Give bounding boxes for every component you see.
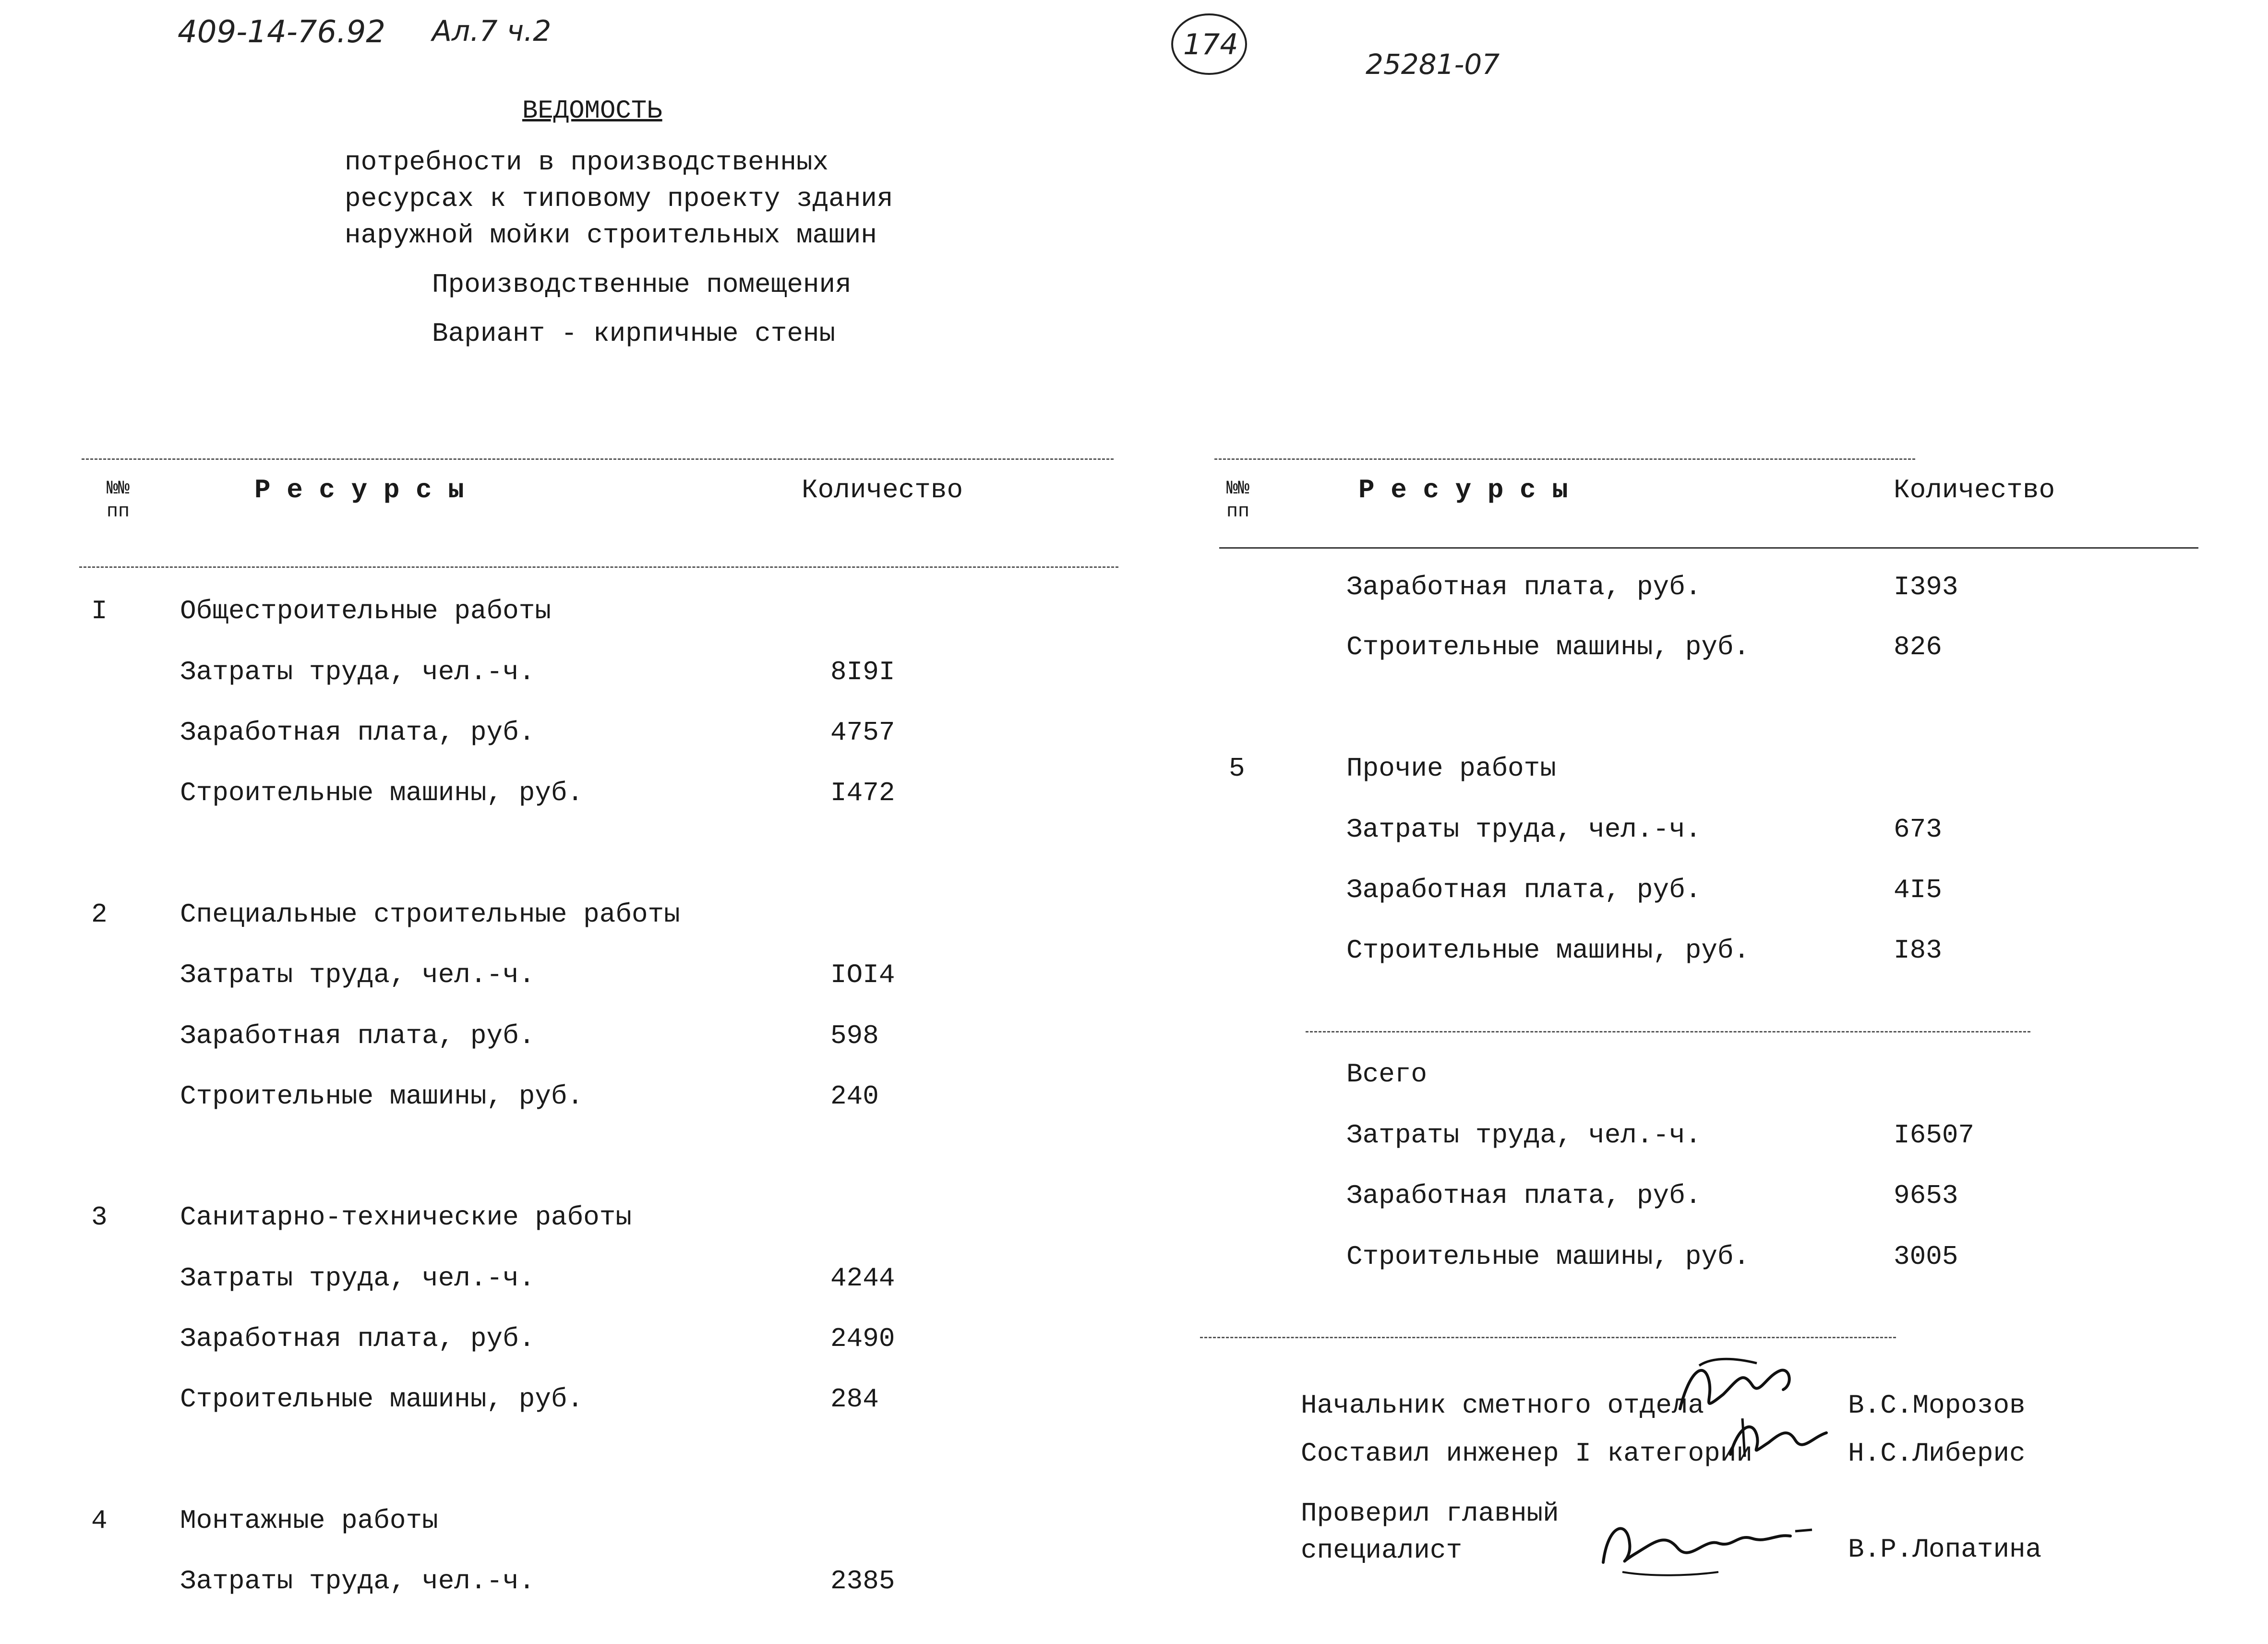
row-qty: 826: [1894, 632, 1942, 662]
row-num: I: [91, 596, 108, 626]
left-resources-header: Р е с у р с ы: [254, 475, 464, 505]
row-num: 2: [91, 899, 108, 930]
row-qty: I83: [1894, 935, 1942, 966]
page-number: 174: [1183, 28, 1238, 61]
row-name: Строительные машины, руб.: [1346, 632, 1750, 662]
signature-role-3-line1: Проверил главный: [1301, 1498, 1559, 1529]
row-name: Заработная плата, руб.: [180, 1323, 535, 1354]
signature-role-2: Составил инженер I категории: [1301, 1438, 1752, 1469]
signature-separator-rule: [1200, 1337, 1896, 1338]
num-header-line2: пп: [1226, 501, 1250, 523]
row-name: Строительные машины, руб.: [1346, 935, 1750, 966]
right-num-header: [1226, 478, 1249, 524]
right-table-top-rule: [1214, 458, 1915, 460]
row-name: Затраты труда, чел.-ч.: [180, 657, 535, 687]
left-header-bottom-rule: [79, 566, 1118, 568]
title-line-5: Вариант - кирпичные стены: [432, 318, 836, 349]
signature-name-2: Н.С.Либерис: [1848, 1438, 2026, 1469]
signature-name-1: В.С.Морозов: [1848, 1390, 2026, 1421]
left-num-header: [107, 478, 130, 524]
row-qty: 240: [830, 1081, 879, 1112]
title-line-3: наружной мойки строительных машин: [345, 220, 877, 251]
total-label: Всего: [1346, 1059, 1428, 1090]
signature-2-image: [1723, 1409, 1834, 1466]
row-qty: 3005: [1894, 1241, 1958, 1272]
row-name: Строительные машины, руб.: [180, 778, 584, 808]
row-name: Заработная плата, руб.: [180, 1020, 535, 1051]
row-qty: 9653: [1894, 1180, 1958, 1211]
row-qty: 598: [830, 1020, 879, 1051]
title-line-1: потребности в производственных: [345, 147, 829, 178]
signature-role-3-line2: специалист: [1301, 1535, 1463, 1566]
doc-heading: ВЕДОМОСТЬ: [522, 96, 662, 126]
total-separator-rule: [1306, 1031, 2030, 1032]
signature-3-image: [1594, 1505, 1819, 1582]
row-num: 4: [91, 1505, 108, 1536]
row-qty: 8I9I: [830, 657, 895, 687]
right-header-bottom-rule: [1219, 547, 2198, 549]
row-name: Монтажные работы: [180, 1505, 438, 1536]
row-qty: 284: [830, 1384, 879, 1415]
right-resources-header: Р е с у р с ы: [1358, 475, 1568, 505]
signature-role-1: Начальник сметного отдела: [1301, 1390, 1704, 1421]
row-name: Заработная плата, руб.: [180, 717, 535, 748]
num-header-line1: №№: [1226, 478, 1250, 500]
inventory-number: 25281-07: [1366, 48, 1500, 81]
row-qty: 2385: [830, 1566, 895, 1596]
title-line-2: ресурсах к типовому проекту здания: [345, 183, 893, 214]
row-name: Затраты труда, чел.-ч.: [1346, 814, 1702, 845]
row-name: Заработная плата, руб.: [1346, 1180, 1702, 1211]
row-name: Затраты труда, чел.-ч.: [180, 1263, 535, 1294]
row-name: Санитарно-технические работы: [180, 1202, 632, 1233]
doc-code: 409-14-76.92: [178, 14, 385, 50]
row-name: Затраты труда, чел.-ч.: [180, 1566, 535, 1596]
row-name: Строительные машины, руб.: [1346, 1241, 1750, 1272]
row-num: 3: [91, 1202, 108, 1233]
row-name: Строительные машины, руб.: [180, 1081, 584, 1112]
row-qty: 673: [1894, 814, 1942, 845]
row-qty: IOI4: [830, 960, 895, 990]
num-header-line1: №№: [107, 478, 130, 500]
num-header-line2: пп: [107, 501, 130, 523]
row-qty: I472: [830, 778, 895, 808]
row-qty: 4244: [830, 1263, 895, 1294]
row-name: Специальные строительные работы: [180, 899, 680, 930]
row-name: Общестроительные работы: [180, 596, 551, 626]
left-table-top-rule: [82, 458, 1114, 460]
row-name: Прочие работы: [1346, 753, 1556, 784]
row-qty: I393: [1894, 572, 1958, 602]
signature-name-3: В.Р.Лопатина: [1848, 1534, 2042, 1565]
row-name: Заработная плата, руб.: [1346, 875, 1702, 905]
row-num: 5: [1229, 753, 1245, 784]
title-line-4: Производственные помещения: [432, 269, 852, 300]
row-name: Затраты труда, чел.-ч.: [1346, 1120, 1702, 1151]
left-quantity-header: Количество: [802, 475, 963, 505]
row-name: Затраты труда, чел.-ч.: [180, 960, 535, 990]
row-qty: 4757: [830, 717, 895, 748]
row-qty: 4I5: [1894, 875, 1942, 905]
row-qty: 2490: [830, 1323, 895, 1354]
row-name: Заработная плата, руб.: [1346, 572, 1702, 602]
album-label: Ал.7 ч.2: [432, 14, 552, 48]
row-qty: I6507: [1894, 1120, 1975, 1151]
right-quantity-header: Количество: [1894, 475, 2055, 505]
row-name: Строительные машины, руб.: [180, 1384, 584, 1415]
